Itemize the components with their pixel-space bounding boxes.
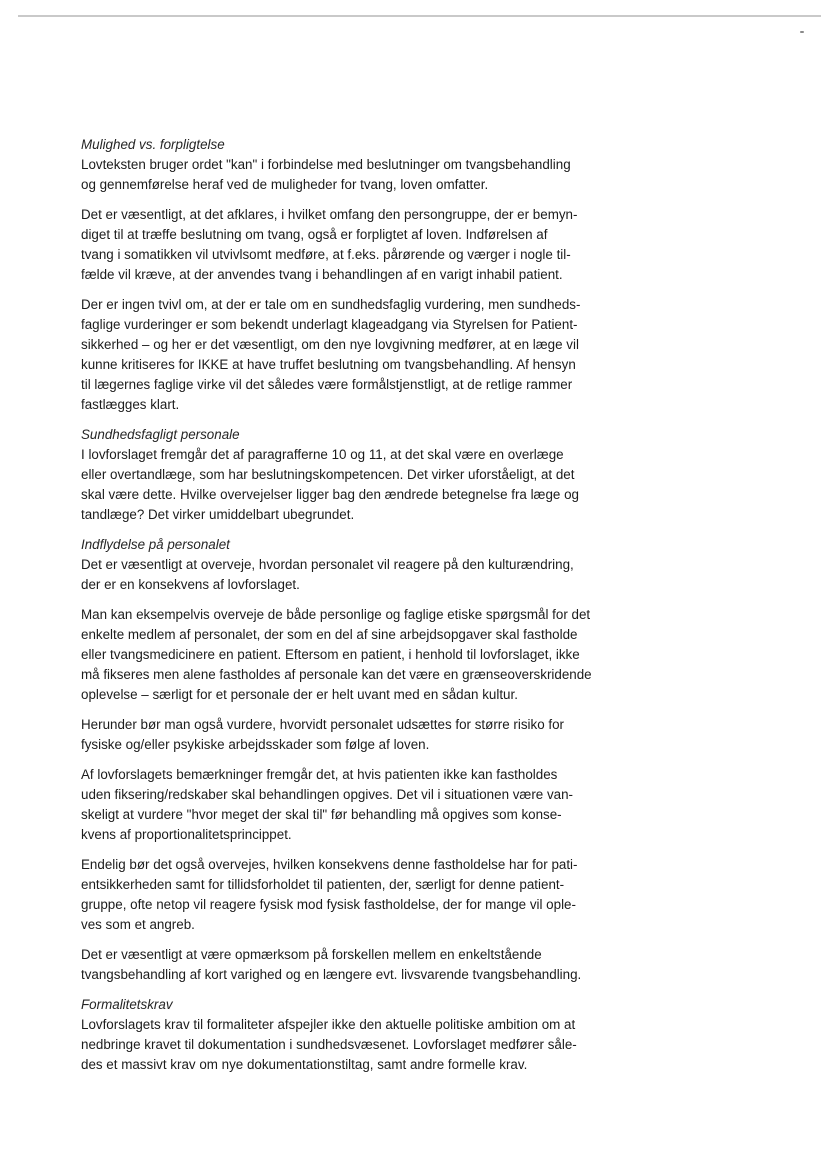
- paragraph: Der er ingen tvivl om, at der er tale om en sundhedsfaglig vurdering, men sundheds- faglige vurderinger er som bekendt underlagt klageadgang via Styrelsen for Patient- sikkerhed – og her er det væsentligt, om den nye lovgivning medfører, at en læge vil kunne kritiseres for IKKE at have truffet beslutning om tvangsbehandling. Af hensyn til lægernes faglige virke vil det således være formålstjenstligt, at de retlige rammer fastlægges klart.: [81, 297, 581, 412]
- document-body: [81, 135, 621, 1085]
- scan-mark: [800, 31, 804, 33]
- section-sundhedsfagligt: [81, 425, 621, 525]
- paragraph: Endelig bør det også overvejes, hvilken konsekvens denne fastholdelse har for pati- entsikkerheden samt for tillidsforholdet til patienten, der, særligt for denne patient- gruppe, ofte netop vil reagere fysisk mod fysisk fastholdelse, der for mange vil ople- ves som et angreb.: [81, 857, 578, 932]
- paragraph: Man kan eksempelvis overveje de både personlige og faglige etiske spørgsmål for det enkelte medlem af personalet, der som en del af sine arbejdsopgaver skal fastholde eller tvangsmedicinere en patient. Eftersom en patient, i henhold til lovforslaget, ikke må fikseres men alene fastholdes af personale kan det være en grænseoverskridende oplevelse – særligt for et personale der er helt uvant med en sådan kultur.: [81, 607, 592, 702]
- paragraph: Det er væsentligt at være opmærksom på forskellen mellem en enkeltstående tvangsbehandling af kort varighed og en længere evt. livsvarende tvangsbehandling.: [81, 947, 582, 982]
- section-heading: Sundhedsfagligt personale: [81, 427, 240, 442]
- section-indflydelse: [81, 535, 621, 985]
- section-heading: Formalitetskrav: [81, 997, 173, 1012]
- paragraph: I lovforslaget fremgår det af paragrafferne 10 og 11, at det skal være en overlæge eller overtandlæge, som har beslutningskompetencen. Det virker uforståeligt, at det skal være dette. Hvilke overvejelser ligger bag den ændrede betegnelse fra læge og tandlæge? Det virker umiddelbart ubegrundet.: [81, 447, 579, 522]
- section-mulighed: [81, 135, 621, 415]
- paragraph: Lovforslagets krav til formaliteter afspejler ikke den aktuelle politiske ambition om at nedbringe kravet til dokumentation i sundhedsvæsenet. Lovforslaget medfører såle- des et massivt krav om nye dokumentationstiltag, samt andre formelle krav.: [81, 1017, 577, 1072]
- top-rule: [18, 15, 821, 17]
- section-heading: Mulighed vs. forpligtelse: [81, 137, 225, 152]
- section-heading: Indflydelse på personalet: [81, 537, 230, 552]
- paragraph: Lovteksten bruger ordet "kan" i forbindelse med beslutninger om tvangsbehandling og gennemførelse heraf ved de muligheder for tvang, loven omfatter.: [81, 157, 571, 192]
- paragraph: Det er væsentligt at overveje, hvordan personalet vil reagere på den kulturændring, der er en konsekvens af lovforslaget.: [81, 557, 574, 592]
- section-formalitetskrav: [81, 995, 621, 1075]
- paragraph: Af lovforslagets bemærkninger fremgår det, at hvis patienten ikke kan fastholdes uden fiksering/redskaber skal behandlingen opgives. Det vil i situationen være van- skeligt at vurdere "hvor meget der skal til" før behandling må opgives som konse- kvens af proportionalitetsprincippet.: [81, 767, 574, 842]
- paragraph: Herunder bør man også vurdere, hvorvidt personalet udsættes for større risiko for fysiske og/eller psykiske arbejdsskader som følge af loven.: [81, 717, 565, 752]
- paragraph: Det er væsentligt, at det afklares, i hvilket omfang den persongruppe, der er bemyn- diget til at træffe beslutning om tvang, også er forpligtet af loven. Indførelsen af tvang i somatikken vil utvivlsomt medføre, at f.eks. pårørende og værger i nogle til- fælde vil kræve, at der anvendes tvang i behandlingen af en varigt inhabil patient.: [81, 207, 578, 282]
